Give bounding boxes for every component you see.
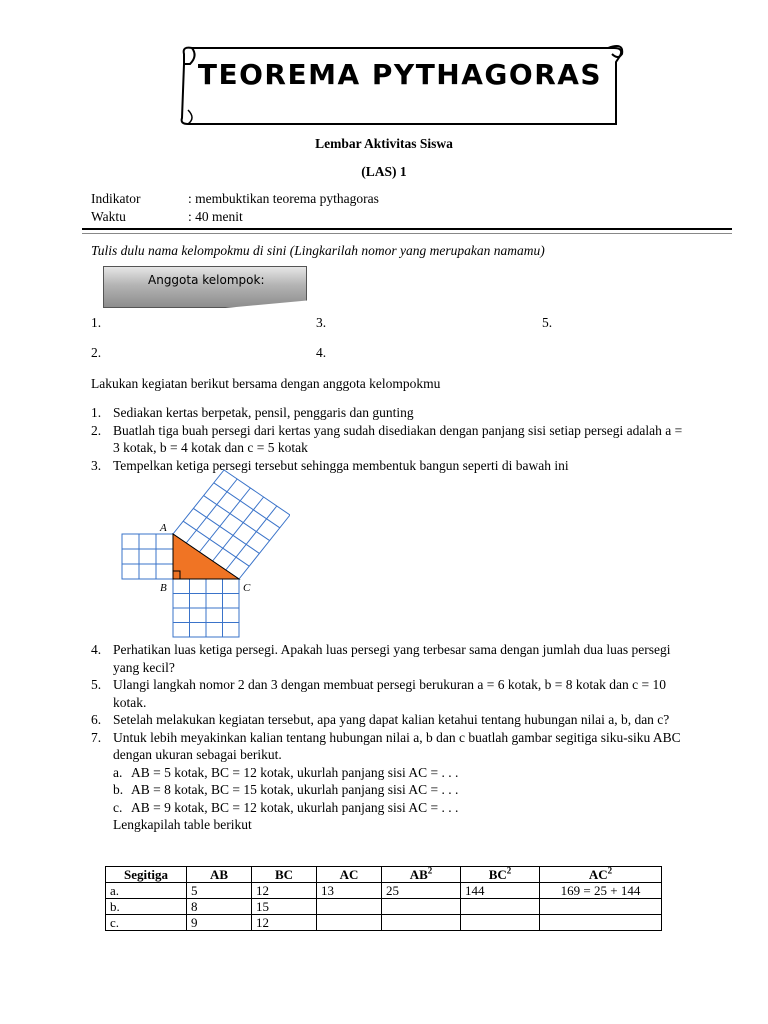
step-text: Untuk lebih meyakinkan kalian tentang hubungan nilai a, b dan c buatlah gambar segitiga siku-siku ABC dengan ukuran sebagai berikut. [113, 729, 681, 762]
step-text: Perhatikan luas ketiga persegi. Apakah luas persegi yang terbesar sama dengan jumlah dua luas persegi yang kecil? [113, 642, 671, 675]
las-number: (LAS) 1 [361, 164, 407, 179]
col-header: AB [187, 867, 252, 883]
table-cell[interactable]: 169 = 25 + 144 [540, 883, 662, 899]
square-ab-grid [122, 534, 173, 579]
anggota-label: Anggota kelompok: [148, 273, 265, 287]
table-cell: 5 [187, 883, 252, 899]
substep-item [113, 764, 691, 782]
member-number[interactable]: 5. [542, 315, 553, 330]
step-item [91, 711, 691, 729]
substep-text: AB = 5 kotak, BC = 12 kotak, ukurlah panjang sisi AC = . . . [131, 764, 459, 780]
member-number[interactable]: 2. [91, 345, 102, 360]
steps-list-2 [91, 641, 691, 834]
table-cell: c. [106, 915, 187, 931]
col-header: $AC^2$ [540, 867, 662, 883]
table-cell[interactable] [461, 899, 540, 915]
table-cell[interactable] [317, 915, 382, 931]
divider [82, 233, 732, 234]
subtitle: Lembar Aktivitas Siswa [315, 136, 453, 151]
substep-text: AB = 8 kotak, BC = 15 kotak, ukurlah panjang sisi AC = . . . [131, 782, 459, 797]
divider [82, 228, 732, 230]
table-cell: 12 [252, 915, 317, 931]
step-number: 2. [91, 422, 102, 438]
page-title: TEOREMA PYTHAGORAS [197, 58, 603, 91]
indikator-label: Indikator [91, 191, 141, 206]
step-number: 5. [91, 677, 102, 692]
step-text: Buatlah tiga buah persegi dari kertas yang sudah disediakan dengan panjang sisi setiap persegi adalah a = 3 kotak, b = 4 kotak dan c = 5 kotak [113, 422, 683, 455]
col-header: Segitiga [106, 867, 187, 883]
step-item [91, 422, 691, 457]
table-cell: b. [106, 899, 187, 915]
table-cell[interactable] [382, 899, 461, 915]
step-item [91, 676, 691, 711]
table-cell[interactable] [382, 915, 461, 931]
step-text: Setelah melakukan kegiatan tersebut, apa yang dapat kalian ketahui tentang hubungan nilai a, b, dan c? [113, 712, 670, 727]
table-cell: 15 [252, 899, 317, 915]
table-cell[interactable] [461, 915, 540, 931]
indikator-value: : membuktikan teorema pythagoras [188, 191, 379, 206]
activity-intro: Lakukan kegiatan berikut bersama dengan anggota kelompokmu [91, 376, 441, 391]
table-cell: 12 [252, 883, 317, 899]
substep-item [113, 781, 691, 799]
step-text: Ulangi langkah nomor 2 dan 3 dengan membuat persegi berukuran a = 6 kotak, b = 8 kotak dan c = 10 kotak. [113, 677, 666, 710]
table-row [106, 883, 662, 899]
table-cell: 8 [187, 899, 252, 915]
step-number: 1. [91, 405, 102, 420]
table-header-row [106, 867, 662, 883]
member-number[interactable]: 4. [316, 345, 327, 360]
pythagoras-table [105, 866, 662, 931]
table-cell[interactable] [317, 899, 382, 915]
step-text: Sediakan kertas berpetak, pensil, penggaris dan gunting [113, 405, 414, 420]
waktu-label: Waktu [91, 209, 126, 224]
table-instruction: Lengkapilah table berikut [113, 817, 252, 832]
group-instruction: Tulis dulu nama kelompokmu di sini (Lingkarilah nomor yang merupakan namamu) [91, 243, 545, 258]
table-cell[interactable]: 13 [317, 883, 382, 899]
table-cell: 9 [187, 915, 252, 931]
substep-item [113, 799, 691, 817]
substep-letter: c. [113, 799, 123, 815]
step-number: 3. [91, 457, 102, 473]
step-number: 4. [91, 642, 102, 657]
table-cell[interactable]: 25 [382, 883, 461, 899]
vertex-label-a: A [160, 522, 167, 534]
step-number: 7. [91, 729, 102, 745]
table-cell[interactable] [540, 899, 662, 915]
table-cell: a. [106, 883, 187, 899]
square-bc-grid [173, 579, 239, 637]
step-item [91, 729, 691, 834]
step-number: 6. [91, 712, 102, 727]
col-header: BC [252, 867, 317, 883]
step-item [91, 641, 691, 676]
table-row [106, 915, 662, 931]
pythagoras-figure [110, 465, 290, 645]
substep-letter: b. [113, 782, 124, 797]
table-cell[interactable]: 144 [461, 883, 540, 899]
step-text: Tempelkan ketiga persegi tersebut sehingga membentuk bangun seperti di bawah ini [113, 457, 569, 473]
substep-letter: a. [113, 764, 123, 780]
col-header: $AB^2$ [382, 867, 461, 883]
waktu-value: : 40 menit [188, 209, 243, 224]
col-header: $BC^2$ [461, 867, 540, 883]
table-cell[interactable] [540, 915, 662, 931]
col-header: AC [317, 867, 382, 883]
vertex-label-c: C [243, 582, 251, 594]
steps-list-1 [91, 404, 691, 474]
table-row [106, 899, 662, 915]
substep-text: AB = 9 kotak, BC = 12 kotak, ukurlah panjang sisi AC = . . . [131, 799, 459, 815]
vertex-label-b: B [160, 582, 167, 594]
member-number[interactable]: 3. [316, 315, 327, 330]
member-number[interactable]: 1. [91, 315, 102, 330]
step-item [91, 404, 691, 422]
